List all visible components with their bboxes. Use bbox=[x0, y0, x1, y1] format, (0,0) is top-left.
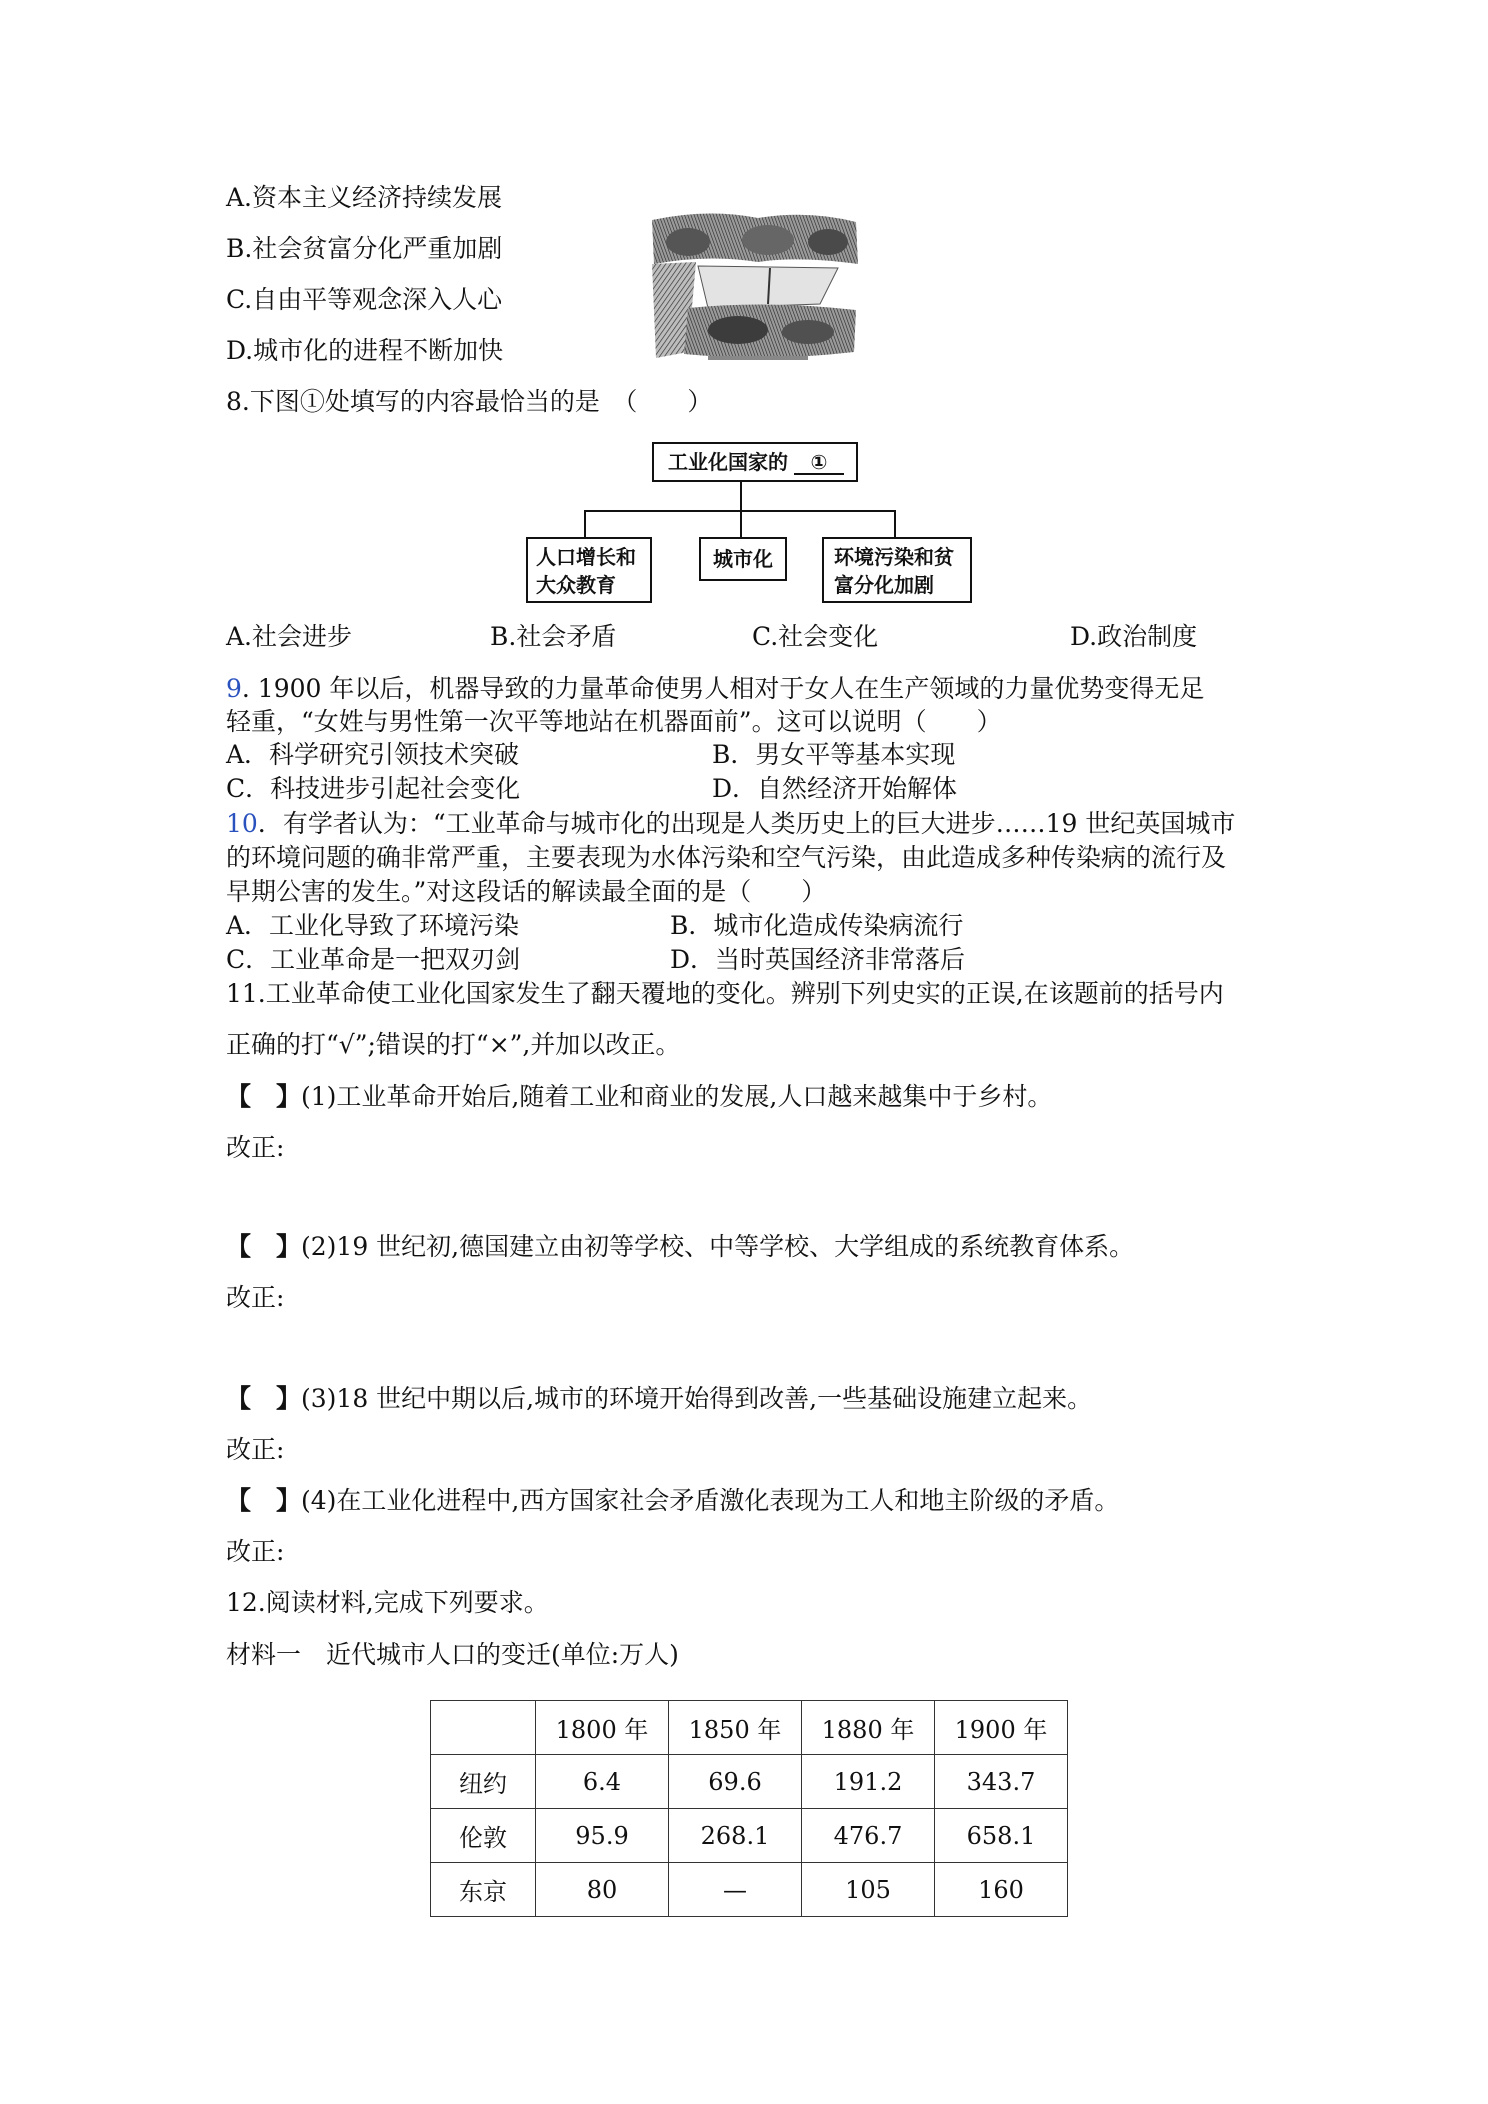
answer-bracket[interactable]: 【 】 bbox=[226, 1486, 302, 1515]
diagram-box-population-education bbox=[526, 537, 652, 603]
diagram-box3-line1: 环境污染和贫 bbox=[834, 545, 954, 569]
q11-item-2 bbox=[226, 1232, 1134, 1262]
correction-label: 改正: bbox=[226, 1537, 285, 1566]
table-cell: 658.1 bbox=[935, 1809, 1068, 1863]
table-row bbox=[431, 1755, 1068, 1809]
diagram-box2-text: 城市化 bbox=[713, 547, 773, 571]
q10-option-d: D．当时英国经济非常落后 bbox=[670, 945, 966, 974]
q11-item-1 bbox=[226, 1082, 1052, 1112]
engraving-illustration bbox=[648, 212, 862, 364]
table-header-cell: 1850 年 bbox=[669, 1701, 802, 1755]
q8-option-c: C.社会变化 bbox=[752, 622, 879, 651]
table-cell: 80 bbox=[536, 1863, 669, 1917]
table-cell: 191.2 bbox=[802, 1755, 935, 1809]
diagram-box-pollution-inequality bbox=[822, 537, 972, 603]
diagram-connector-vertical bbox=[740, 482, 742, 512]
table-row-label: 纽约 bbox=[431, 1755, 536, 1809]
correction-label: 改正: bbox=[226, 1435, 285, 1464]
q10-line2: 的环境问题的确非常严重，主要表现为水体污染和空气污染，由此造成多种传染病的流行及 bbox=[226, 843, 1227, 872]
q11-item-4 bbox=[226, 1486, 1119, 1516]
q7-option-c: C.自由平等观念深入人心 bbox=[226, 285, 503, 314]
diagram-box-urbanization bbox=[699, 537, 787, 581]
table-row-label: 东京 bbox=[431, 1863, 536, 1917]
q8-stem: 8.下图①处填写的内容最恰当的是 （ ） bbox=[226, 387, 713, 416]
table-cell: 476.7 bbox=[802, 1809, 935, 1863]
correction-label: 改正: bbox=[226, 1133, 285, 1162]
q7-option-b: B.社会贫富分化严重加剧 bbox=[226, 234, 503, 263]
q9-line1 bbox=[226, 674, 1204, 704]
q12-material1-caption: 材料一 近代城市人口的变迁(单位:万人) bbox=[226, 1640, 679, 1669]
q10-line3: 早期公害的发生。”对这段话的解读最全面的是（ ） bbox=[226, 877, 827, 906]
diagram-top-blank: ① bbox=[794, 451, 844, 475]
table-header-cell: 1900 年 bbox=[935, 1701, 1068, 1755]
q10-option-a: A．工业化导致了环境污染 bbox=[226, 911, 520, 940]
diagram-top-text: 工业化国家的 bbox=[668, 450, 788, 474]
q9-option-b: B．男女平等基本实现 bbox=[712, 740, 956, 769]
q9-line1-text: . 1900 年以后，机器导致的力量革命使男人相对于女人在生产领域的力量优势变得无足 bbox=[241, 674, 1205, 703]
table-header-cell: 1880 年 bbox=[802, 1701, 935, 1755]
table-header-row bbox=[431, 1701, 1068, 1755]
q9-option-a: A．科学研究引领技术突破 bbox=[226, 740, 520, 769]
table-cell: 268.1 bbox=[669, 1809, 802, 1863]
q8-option-d: D.政治制度 bbox=[1070, 622, 1198, 651]
q11-line2: 正确的打“√”;错误的打“×”,并加以改正。 bbox=[226, 1030, 681, 1059]
table-cell: 343.7 bbox=[935, 1755, 1068, 1809]
table-header-cell: 1800 年 bbox=[536, 1701, 669, 1755]
diagram-box1-line2: 大众教育 bbox=[536, 573, 616, 597]
q9-option-d: D．自然经济开始解体 bbox=[712, 774, 958, 803]
answer-bracket[interactable]: 【 】 bbox=[226, 1232, 302, 1261]
q7-option-a: A.资本主义经济持续发展 bbox=[226, 183, 503, 212]
q11-item-2-text: (2)19 世纪初,德国建立由初等学校、中等学校、大学组成的系统教育体系。 bbox=[301, 1232, 1135, 1261]
diagram-top-box bbox=[652, 442, 858, 482]
q8-option-a: A.社会进步 bbox=[226, 622, 353, 651]
diagram-connector-right bbox=[894, 510, 896, 538]
q10-number: 10 bbox=[226, 809, 258, 838]
q12-stem: 12.阅读材料,完成下列要求。 bbox=[226, 1588, 549, 1617]
q9-number: 9 bbox=[226, 674, 242, 703]
table-cell: 95.9 bbox=[536, 1809, 669, 1863]
q11-line1: 11.工业革命使工业化国家发生了翻天覆地的变化。辨别下列史实的正误,在该题前的括号内 bbox=[226, 979, 1224, 1008]
diagram-connector-middle bbox=[740, 510, 742, 538]
q9-option-c: C．科技进步引起社会变化 bbox=[226, 774, 521, 803]
table-cell: 6.4 bbox=[536, 1755, 669, 1809]
q11-item-3-text: (3)18 世纪中期以后,城市的环境开始得到改善,一些基础设施建立起来。 bbox=[301, 1384, 1093, 1413]
population-table bbox=[430, 1700, 1068, 1917]
q8-option-b: B.社会矛盾 bbox=[490, 622, 617, 651]
table-row bbox=[431, 1809, 1068, 1863]
diagram-box1-line1: 人口增长和 bbox=[536, 545, 636, 569]
q10-option-c: C．工业革命是一把双刃剑 bbox=[226, 945, 521, 974]
q11-item-4-text: (4)在工业化进程中,西方国家社会矛盾激化表现为工人和地主阶级的矛盾。 bbox=[301, 1486, 1120, 1515]
q10-line1-text: ．有学者认为：“工业革命与城市化的出现是人类历史上的巨大进步……19 世纪英国城市 bbox=[257, 809, 1236, 838]
q9-line2: 轻重，“女姓与男性第一次平等地站在机器面前”。这可以说明（ ） bbox=[226, 707, 1002, 736]
table-cell: — bbox=[669, 1863, 802, 1917]
table-row bbox=[431, 1863, 1068, 1917]
correction-label: 改正: bbox=[226, 1283, 285, 1312]
table-cell: 105 bbox=[802, 1863, 935, 1917]
q11-item-1-text: (1)工业革命开始后,随着工业和商业的发展,人口越来越集中于乡村。 bbox=[301, 1082, 1053, 1111]
table-cell: 69.6 bbox=[669, 1755, 802, 1809]
table-header-cell bbox=[431, 1701, 536, 1755]
q10-option-b: B．城市化造成传染病流行 bbox=[670, 911, 964, 940]
q10-line1 bbox=[226, 809, 1235, 839]
q7-option-d: D.城市化的进程不断加快 bbox=[226, 336, 504, 365]
diagram-connector-left bbox=[584, 510, 586, 538]
q11-item-3 bbox=[226, 1384, 1092, 1414]
table-row-label: 伦敦 bbox=[431, 1809, 536, 1863]
table-cell: 160 bbox=[935, 1863, 1068, 1917]
answer-bracket[interactable]: 【 】 bbox=[226, 1082, 302, 1111]
answer-bracket[interactable]: 【 】 bbox=[226, 1384, 302, 1413]
diagram-box3-line2: 富分化加剧 bbox=[834, 573, 934, 597]
